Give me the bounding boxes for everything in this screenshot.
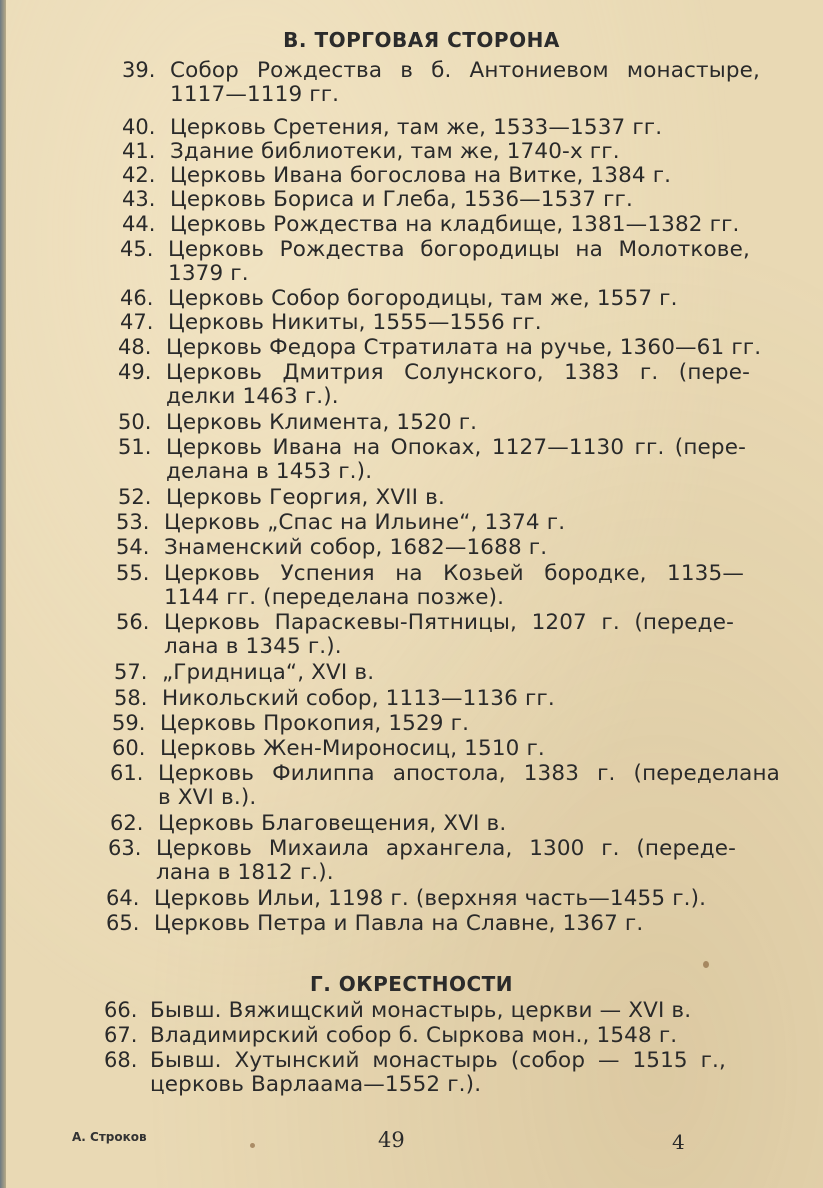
entry-text-line: лана в 1345 г.). (164, 634, 342, 659)
entry-text-line: 1117—1119 гг. (170, 82, 340, 107)
entry-number: 47. (120, 310, 154, 334)
paper-spot (250, 1143, 255, 1148)
entry-text-line: Церковь Дмитрия Солунского, 1383 г. (пере- (166, 360, 750, 385)
entry-text-line: Церковь Ильи, 1198 г. (верхняя часть—1455 г.). (154, 886, 707, 911)
entry-text-line: Церковь Жен-Мироносиц, 1510 г. (160, 736, 545, 761)
entry-text-line: Церковь Федора Стратилата на ручье, 1360—61 гг. (166, 335, 762, 360)
entry-number: 45. (120, 237, 154, 261)
entry-text-line: Бывш. Хутынский монастырь (собор — 1515 г., (150, 1048, 726, 1073)
entry-text-line: делана в 1453 г.). (166, 459, 373, 484)
entry-number: 52. (118, 485, 152, 509)
entry-number: 62. (110, 811, 144, 835)
entry-number: 44. (122, 212, 156, 236)
entry-number: 39. (122, 58, 156, 82)
entry-text-line: Церковь Рождества на кладбище, 1381—1382 гг. (170, 212, 740, 237)
entry-text-line: Церковь Собор богородицы, там же, 1557 г. (168, 286, 678, 311)
entry-text-line: в XVI в.). (158, 785, 257, 810)
entry-text-line: Церковь Сретения, там же, 1533—1537 гг. (170, 115, 663, 140)
entry-text-line: Церковь Ивана богослова на Витке, 1384 г. (170, 163, 672, 188)
entry-number: 57. (114, 660, 148, 684)
entry-text-line: Владимирский собор б. Сыркова мон., 1548 г. (150, 1023, 678, 1048)
entry-text-line: Церковь Филиппа апостола, 1383 г. (переделана (158, 761, 780, 786)
entry-text-line: Знаменский собор, 1682—1688 г. (164, 535, 548, 560)
entry-text-line: Церковь Бориса и Глеба, 1536—1537 гг. (170, 187, 633, 212)
entry-number: 68. (104, 1048, 138, 1072)
entry-text-line: Церковь Петра и Павла на Славне, 1367 г. (154, 911, 644, 936)
entry-number: 42. (122, 163, 156, 187)
entry-number: 48. (118, 335, 152, 359)
entry-text-line: Церковь Георгия, XVII в. (166, 485, 445, 510)
entry-text-line: Церковь Благовещения, XVI в. (158, 811, 507, 836)
entry-number: 66. (104, 998, 138, 1022)
entry-number: 56. (116, 610, 150, 634)
entry-text-line: Церковь Прокопия, 1529 г. (160, 711, 470, 736)
entry-text-line: Церковь Никиты, 1555—1556 гг. (168, 310, 542, 335)
entry-number: 61. (110, 761, 144, 785)
entry-number: 46. (120, 286, 154, 310)
entry-number: 54. (116, 535, 150, 559)
entry-text-line: 1144 гг. (переделана позже). (164, 585, 505, 610)
entry-number: 50. (118, 410, 152, 434)
entry-text-line: 1379 г. (168, 261, 249, 286)
entry-text-line: Церковь „Спас на Ильине“, 1374 г. (164, 510, 566, 535)
page-number: 49 (378, 1128, 405, 1152)
entry-number: 40. (122, 115, 156, 139)
entry-number: 65. (106, 911, 140, 935)
entry-text-line: Собор Рождества в б. Антониевом монастыре, (170, 58, 760, 83)
entry-text-line: лана в 1812 г.). (156, 860, 334, 885)
entry-number: 41. (122, 139, 156, 163)
entry-text-line: Здание библиотеки, там же, 1740-х гг. (170, 139, 620, 164)
entry-number: 64. (106, 886, 140, 910)
entry-text-line: Церковь Рождества богородицы на Молоткове, (168, 237, 750, 262)
entry-text-line: Церковь Успения на Козьей бородке, 1135— (164, 561, 744, 586)
entry-number: 59. (112, 711, 146, 735)
entry-number: 63. (108, 836, 142, 860)
entry-number: 60. (112, 736, 146, 760)
section-heading-torgovaya: В. ТОРГОВАЯ СТОРОНА (283, 28, 560, 52)
entry-number: 58. (114, 686, 148, 710)
entry-text-line: Церковь Климента, 1520 г. (166, 410, 478, 435)
entry-text-line: Церковь Ивана на Опоках, 1127—1130 гг. (пере- (166, 435, 746, 460)
entry-number: 53. (116, 510, 150, 534)
entry-text-line: церковь Варлаама—1552 г.). (150, 1072, 482, 1097)
entry-text-line: Никольский собор, 1113—1136 гг. (162, 686, 555, 711)
paper-spot (703, 961, 709, 968)
entry-text-line: Церковь Параскевы-Пятницы, 1207 г. (переде- (164, 610, 734, 635)
section-heading-okrestnosti: Г. ОКРЕСТНОСТИ (309, 972, 514, 996)
entry-text-line: Церковь Михаила архангела, 1300 г. (переде- (156, 836, 736, 861)
entry-number: 55. (116, 561, 150, 585)
entry-text-line: делки 1463 г.). (166, 384, 339, 409)
entry-number: 49. (118, 360, 152, 384)
entry-text-line: Бывш. Вяжищский монастырь, церкви — XVI в. (150, 998, 692, 1023)
footer-author: А. Строков (72, 1130, 147, 1144)
entry-number: 67. (104, 1023, 138, 1047)
entry-text-line: „Гридница“, XVI в. (162, 660, 375, 685)
entry-number: 43. (122, 187, 156, 211)
entry-number: 51. (118, 435, 152, 459)
signature-mark: 4 (672, 1130, 685, 1154)
